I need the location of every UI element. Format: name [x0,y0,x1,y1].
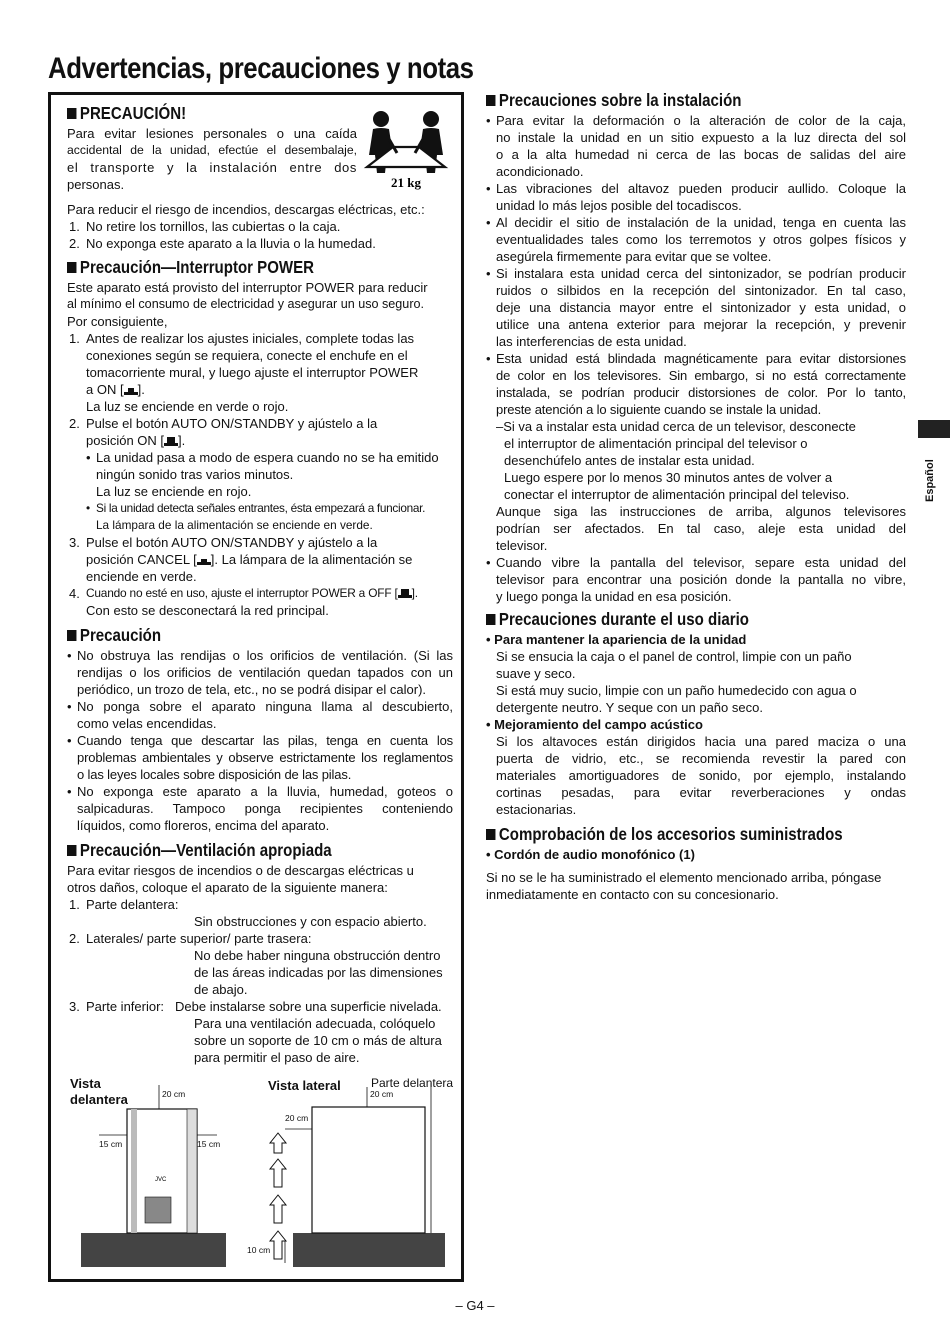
accessories-heading: Comprobación de los accesorios suministrados [486,824,847,845]
text-line: Cuando vibre la pantalla del televisor, separe esta unidad del [496,555,906,570]
precaution-heading: Precaución [67,625,399,646]
text-line: Si se ensucia la caja o el panel de control, limpie con un paño [496,649,852,664]
text-line: Esta unidad está blindada magnéticamente para evitar distorsiones [496,351,906,366]
warnings-box [48,92,464,1282]
text-line: ruidos o silbidos en la recepción del sintonizador. En tal caso, [496,283,906,298]
caution-section [67,103,453,252]
text-line: suave y seco. [496,666,576,681]
install-list [486,112,906,605]
side-view-label: Vista lateral [268,1078,341,1093]
dimension-label: 15 cm [197,1139,221,1149]
text-line: No exponga este aparato a la lluvia, humedad, goteos o [77,784,453,799]
button-pressed-icon [164,437,178,446]
caution-heading: PRECAUCIÓN! [67,103,399,124]
square-bullet-icon [486,614,495,625]
power-intro: Este aparato está provisto del interruptor POWER para reducir [67,280,428,295]
install-item: • Al decidir el sitio de instalación de la unidad, tenga en cuenta las eventualidades tales como los terremotos y otros golpes físicos y asegúrela firmemente para evitar que se voltee. [486,215,906,264]
weight-label: 21 kg [391,175,421,190]
dimension-label: 10 cm [247,1245,271,1255]
text-line: no instale la unidad en un sitio expuesto a la luz directa del sol [496,130,906,145]
install-item: • Las vibraciones del altavoz pueden producir aullido. Coloque la unidad lo más lejos posible del tocadiscos. [486,181,906,213]
front-stand [81,1233,226,1267]
text-line: –Si va a instalar esta unidad cerca de un televisor, desconecte [496,419,856,434]
install-item: • Si instalara esta unidad cerca del sintonizador, se podrían producir ruidos o silbidos en la recepción del sintonizador. En tal caso, deje una distancia mayor entre el sintonizador y esta unidad, o utilice una antena exterior para mejorar la recepción, y prevenir las interferencias de esta unidad. [486,266,906,349]
power-step: 4. Cuando no esté en uso, ajuste el interruptor POWER a OFF [ ]. Con esto se desconectará la red principal. [69,586,418,618]
text-line: líquidos, como floreros, encima del aparato. [77,818,330,833]
ventilation-intro: Para evitar riesgos de incendios o de descargas eléctricas u [67,863,414,878]
side-stand [293,1233,445,1267]
tv-note-after [486,503,906,554]
text-line: televisor. [496,538,548,553]
ventilation-heading: Precaución—Ventilación apropiada [67,840,399,861]
caution-item: 1. No retire los tornillos, las cubiertas o la caja. [69,219,341,234]
text-line: asegúrela firmemente para evitar que se voltee. [496,249,772,264]
text-line: Luego espere por lo menos 30 minutos antes de volver a [504,470,833,485]
caution-item: 2. No exponga este aparato a la lluvia o la humedad. [69,236,376,251]
caution-line: personas. [67,177,125,192]
text-line: Para evitar la deformación o la alteración de color de la caja, [496,113,906,128]
text-line: o a la alta humedad ni cerca de las bocas de salidas del aire [496,147,906,162]
text-line: Aunque siga las instrucciones de arriba, algunos televisores [496,504,906,519]
install-item: • Para evitar la deformación o la alteración de color de la caja, no instale la unidad en un sitio expuesto a la luz directa del sol o a la alta humedad ni cerca de las bocas de salidas del aire acondicionado. [486,113,906,179]
text-line: Si está muy sucio, limpie con un paño humedecido con agua o [496,683,857,698]
power-step: 1. Antes de realizar los ajustes iniciales, complete todas las conexiones según se requiera, conecte el enchufe en el tomacorriente mural, y luego ajuste el interruptor POWER a ON [ ]. La luz se enciende en verde o rojo. [69,331,419,414]
text-line: y luego ponga la unidad en esa posición. [496,589,732,604]
side-cabinet [312,1107,425,1233]
text-line: utilice una antena exterior para mejorar la recepción, y prevenir [496,317,906,332]
install-item: • Cuando vibre la pantalla del televisor, separe esta unidad del televisor para encontrar una posición donde la pantalla no vibre, y luego ponga la unidad en esa posición. [486,555,906,604]
device-logo: JVC [155,1177,167,1183]
switch-on-icon [124,386,138,395]
precaution-item: • No obstruya las rendijas o los orificios de ventilación. (Si las rendijas o los orificios de ventilación quedan tapados con un periódico, un trozo de tela, etc., no se podrá disipar el calor). [67,648,453,697]
accessory-item: • Cordón de audio monofónico (1) [486,847,695,862]
page-number: – G4 – [455,1298,495,1313]
dimension-label: 20 cm [285,1113,309,1123]
ventilation-list: 1. Parte delantera: Sin obstrucciones y con espacio abierto. 2. Laterales/ parte superior/ parte trasera: No debe haber ninguna obstrucción dentro de las áreas indicadas por las dimensiones de abajo. 3. Parte inferior: Debe instalarse sobre una superficie nivelada. Para una ventilación adecuada, colóquelo sobre un soporte de 10 cm o más de altura para permitir el paso de aire. [69,897,443,1065]
power-intro: al mínimo el consumo de electricidad y asegurar un uso seguro. [67,297,425,311]
install-heading: Precauciones sobre la instalación [486,90,847,111]
switch-off-icon [398,589,412,598]
daily-text [486,733,906,818]
text-line: detergente neutro. Y seque con un paño seco. [496,700,763,715]
text-line: conectar el interruptor de alimentación principal del televiso. [504,487,850,502]
airflow-arrows [270,1133,286,1259]
daily-subheading: • Para mantener la apariencia de la unidad [486,632,747,647]
daily-text [486,648,906,716]
dimension-label: 15 cm [99,1139,123,1149]
power-heading: Precaución—Interruptor POWER [67,257,399,278]
language-label: Español [924,459,936,502]
precaution-list [67,647,453,834]
square-bullet-icon [67,262,76,273]
right-column [486,88,906,903]
page-title: Advertencias, precauciones y notas [48,52,474,85]
precaution-item: • No exponga este aparato a la lluvia, humedad, goteos o salpicaduras. Tampoco ponga recipientes conteniendo líquidos, como floreros, encima del aparato. [67,784,453,833]
text-line: eventualidades tales como los terremotos y otros golpes físicos y [496,232,906,247]
text-line: Las vibraciones del altavoz pueden producir aullido. Coloque la [496,181,906,196]
square-bullet-icon [67,845,76,856]
square-bullet-icon [67,630,76,641]
power-step: 2. Pulse el botón AUTO ON/STANDBY y ajústelo a la posición ON [ ]. • La unidad pasa a modo de espera cuando no se ha emitido ningún sonido tras varios minutos. La luz se enciende en rojo. • Si la unidad detecta señales entrantes, ésta empezará a funcionar. La lámpara de la alimentación se enciende en verde. [69,416,439,532]
text-line: podrían ser afectados. En tal caso, aleje esta unidad del [496,521,906,536]
square-bullet-icon [67,108,76,119]
install-item: • Esta unidad está blindada magnéticamente para evitar distorsiones de color en los televisores. Sin embargo, si no está correctamente instalada, se podrían producir distorsiones de color. Por lo tanto, preste atención a lo siguiente cuando se instale la unidad. [486,351,906,417]
text-line: problemas ambientales y observe estrictamente los reglamentos [77,750,453,765]
text-line: acondicionado. [496,164,584,179]
text-line: unidad lo más lejos posible del tocadiscos. [496,198,742,213]
text-line: rendijas o los orificios de ventilación quedan tapados con un [77,665,453,680]
ventilation-diagram [67,1073,463,1278]
text-line: No ponga sobre el aparato ninguna llama al descubierto, [77,699,453,714]
two-person-lift-icon [363,107,449,191]
daily-subheading: • Mejoramiento del campo acústico [486,717,703,732]
power-intro: Por consiguiente, [67,314,168,329]
front-view-label: Vista delantera [70,1076,128,1107]
square-bullet-icon [486,95,495,106]
precaution-item: • No ponga sobre el aparato ninguna llama al descubierto, como velas encendidas. [67,699,453,731]
text-line: periódico, un trozo de tela, etc., no se podrá disipar el calor). [77,682,427,697]
button-released-icon [197,556,211,565]
accessories-note: Si no se le ha suministrado el elemento mencionado arriba, póngase [486,870,882,885]
tv-note [486,418,906,503]
daily-heading: Precauciones durante el uso diario [486,609,847,630]
text-line: cortinas pesadas, para evitar reverberaciones y ondas [496,785,906,800]
text-line: instalada, se podrían producir distorsiones de color. Por lo tanto, [496,385,906,400]
power-step: 3. Pulse el botón AUTO ON/STANDBY y ajústelo a la posición CANCEL [ ]. La lámpara de la alimentación se enciende en verde. [69,535,413,584]
power-steps [67,330,453,619]
language-tab [918,420,950,438]
text-line: o las leyes locales sobre disposición de las pilas. [77,767,352,782]
square-bullet-icon [486,829,495,840]
front-part-label: Parte delantera [371,1076,454,1090]
dimension-label: 20 cm [370,1089,394,1099]
text-line: el interruptor de alimentación principal del televisor o [504,436,808,451]
accessories-note: inmediatamente en contacto con su concesionario. [486,887,779,902]
ventilation-intro: otros daños, coloque el aparato de la siguiente manera: [67,880,388,895]
text-line: Al decidir el sitio de instalación de la unidad, tenga en cuenta las [496,215,906,230]
text-line: estacionarias. [496,802,577,817]
text-line: Si instalara esta unidad cerca del sintonizador, se podrían producir [496,266,906,281]
text-line: Si los altavoces están dirigidos hacia una pared maciza o una [496,734,906,749]
text-line: preste atención a lo siguiente cuando se instale la unidad. [496,402,822,417]
text-line: No obstruya las rendijas o los orificios de ventilación. (Si las [77,648,453,663]
caution-text [67,125,357,193]
dimension-label: 20 cm [162,1089,186,1099]
precaution-item: • Cuando tenga que descartar las pilas, tenga en cuenta los problemas ambientales y observe estrictamente los reglamentos o las leyes locales sobre disposición de las pilas. [67,733,453,782]
text-line: televisor para encontrar una posición donde la pantalla no vibre, [496,572,906,587]
text-line: desenchúfelo antes de instalar esta unidad. [504,453,755,468]
text-line: materiales amortiguadores de sonido, por ejemplo, instalando [496,768,906,783]
caution-intro: Para reducir el riesgo de incendios, descargas eléctricas, etc.: [67,202,425,217]
caution-line: Para evitar lesiones personales o una caída [67,126,357,141]
text-line: de color en los televisores. Sin embargo, si no está correctamente [496,368,906,383]
text-line: como velas encendidas. [77,716,217,731]
text-line: puerta de vidrio, etc., se recomienda revestir la pared con [496,751,906,766]
caution-list [67,218,453,252]
caution-line: accidental de la unidad, efectúe el desembalaje, [67,143,357,157]
text-line: las interferencias de esta unidad. [496,334,687,349]
text-line: salpicaduras. Tampoco ponga recipientes conteniendo [77,801,453,816]
caution-line: el transporte y la instalación entre dos [67,160,357,175]
text-line: Cuando tenga que descartar las pilas, tenga en cuenta los [77,733,453,748]
text-line: deje una distancia mayor entre el sintonizador y esta unidad, o [496,300,906,315]
